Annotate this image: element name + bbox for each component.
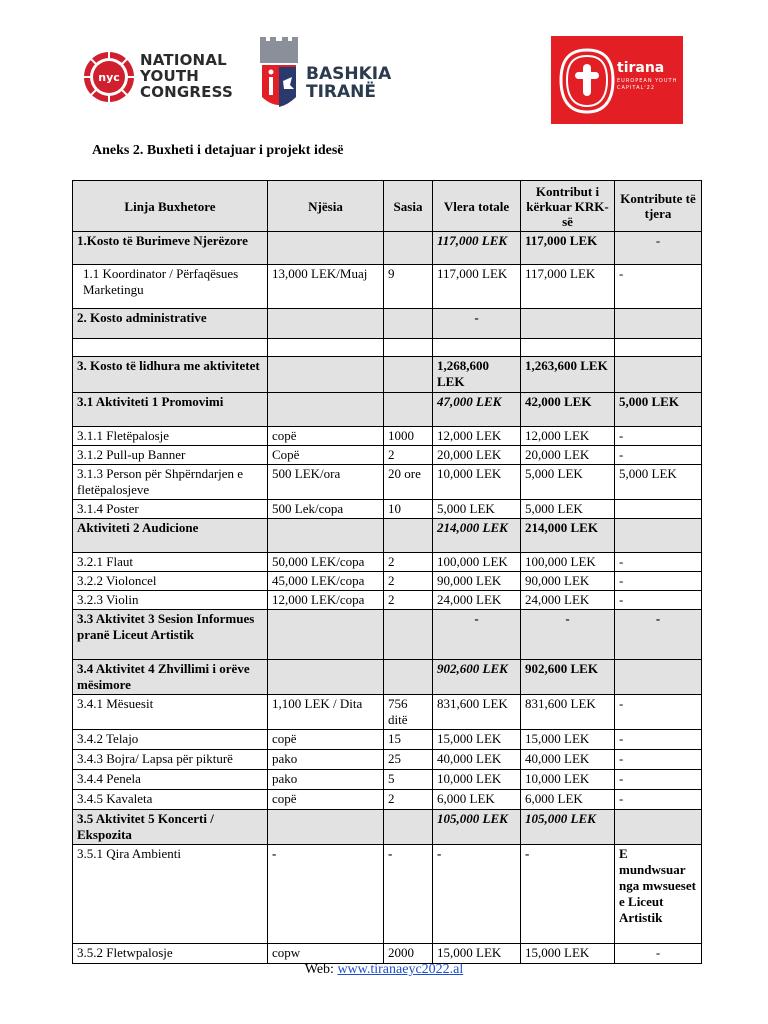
table-cell — [521, 339, 615, 357]
table-cell: 2 — [384, 446, 433, 465]
table-cell: 3.1.2 Pull-up Banner — [73, 446, 268, 465]
nyc-badge-text: nyc — [98, 71, 120, 84]
table-cell: 3.3 Aktivitet 3 Sesion Informues pranë Liceut Artistik — [73, 610, 268, 660]
table-cell: 117,000 LEK — [433, 265, 521, 309]
table-row — [73, 465, 702, 500]
table-cell: 105,000 LEK — [521, 810, 615, 845]
table-cell: 3.4.4 Penela — [73, 770, 268, 790]
bashkia-crest-icon — [256, 35, 302, 115]
table-cell: - — [433, 845, 521, 944]
table-cell: 117,000 LEK — [521, 232, 615, 265]
table-cell: 3.5.1 Qira Ambienti — [73, 845, 268, 944]
table-cell: 2. Kosto administrative — [73, 309, 268, 339]
table-cell: copë — [268, 427, 384, 446]
table-cell: 2000 — [384, 944, 433, 964]
nyc-emblem-icon — [82, 50, 136, 104]
table-section-row — [73, 357, 702, 393]
table-cell: copë — [268, 730, 384, 750]
table-cell: 3. Kosto të lidhura me aktivitetet — [73, 357, 268, 393]
tirana-t-mark-icon — [557, 46, 617, 116]
table-cell: 90,000 LEK — [433, 572, 521, 591]
table-cell: 50,000 LEK/copa — [268, 553, 384, 572]
table-cell — [73, 339, 268, 357]
table-cell: 20 ore — [384, 465, 433, 500]
table-section-row — [73, 393, 702, 427]
table-cell — [268, 393, 384, 427]
table-row — [73, 572, 702, 591]
table-cell: 3.2.2 Violoncel — [73, 572, 268, 591]
table-cell: - — [615, 790, 702, 810]
table-cell — [615, 309, 702, 339]
table-cell: 3.1.3 Person për Shpërndarjen e fletëpalosjeve — [73, 465, 268, 500]
website-link[interactable]: www.tiranaeyc2022.al — [337, 962, 464, 977]
table-cell — [521, 309, 615, 339]
header-logos — [0, 30, 768, 130]
table-cell — [268, 519, 384, 553]
table-row — [73, 553, 702, 572]
table-cell: 2 — [384, 790, 433, 810]
table-cell: 1000 — [384, 427, 433, 446]
table-cell: pako — [268, 770, 384, 790]
table-row — [73, 790, 702, 810]
table-cell: 500 Lek/copa — [268, 500, 384, 519]
table-cell: 831,600 LEK — [433, 695, 521, 730]
table-cell: 2 — [384, 572, 433, 591]
table-row — [73, 770, 702, 790]
table-row — [73, 845, 702, 944]
nyc-line-1: NATIONAL — [140, 51, 227, 69]
table-cell: 40,000 LEK — [433, 750, 521, 770]
table-cell: 105,000 LEK — [433, 810, 521, 845]
table-cell — [384, 232, 433, 265]
tirana-eyc-logo — [551, 36, 683, 124]
table-cell: 20,000 LEK — [521, 446, 615, 465]
table-cell: 756 ditë — [384, 695, 433, 730]
table-cell — [268, 357, 384, 393]
table-cell: 831,600 LEK — [521, 695, 615, 730]
table-cell: 117,000 LEK — [521, 265, 615, 309]
table-cell: 5,000 LEK — [615, 393, 702, 427]
table-cell: - — [615, 553, 702, 572]
column-header: Vlera totale — [433, 181, 521, 232]
table-cell: 2 — [384, 553, 433, 572]
table-cell — [384, 309, 433, 339]
table-cell: - — [615, 750, 702, 770]
table-cell: 1,268,600 LEK — [433, 357, 521, 393]
table-cell: 3.5.2 Fletwpalosje — [73, 944, 268, 964]
column-header: Sasia — [384, 181, 433, 232]
page-heading: Aneks 2. Buxheti i detajuar i projekt idesë — [92, 143, 344, 158]
bashkia-tirane-logo — [256, 35, 396, 115]
table-cell: - — [615, 944, 702, 964]
table-cell: - — [268, 845, 384, 944]
table-cell: 15,000 LEK — [521, 944, 615, 964]
table-cell: 3.5 Aktivitet 5 Koncerti / Ekspozita — [73, 810, 268, 845]
table-cell: - — [615, 695, 702, 730]
table-cell: 3.4.1 Mësuesit — [73, 695, 268, 730]
table-cell: - — [615, 446, 702, 465]
table-row — [73, 339, 702, 357]
budget-table — [72, 180, 702, 964]
table-cell: 10 — [384, 500, 433, 519]
column-header: Kontribute të tjera — [615, 181, 702, 232]
table-cell: 500 LEK/ora — [268, 465, 384, 500]
table-section-row — [73, 309, 702, 339]
table-cell: 15 — [384, 730, 433, 750]
table-cell: 100,000 LEK — [521, 553, 615, 572]
table-cell: - — [384, 845, 433, 944]
table-cell — [268, 660, 384, 695]
nyc-line-2: YOUTH — [140, 67, 200, 85]
table-cell: 47,000 LEK — [433, 393, 521, 427]
table-header-row — [73, 181, 702, 232]
table-cell — [615, 500, 702, 519]
column-header: Linja Buxhetore — [73, 181, 268, 232]
table-cell: copw — [268, 944, 384, 964]
table-section-row — [73, 660, 702, 695]
table-cell — [384, 610, 433, 660]
national-youth-congress-logo — [82, 48, 242, 108]
table-cell: 3.1.4 Poster — [73, 500, 268, 519]
table-cell: 1,100 LEK / Dita — [268, 695, 384, 730]
table-cell: 40,000 LEK — [521, 750, 615, 770]
table-cell — [615, 357, 702, 393]
table-cell: 12,000 LEK — [521, 427, 615, 446]
table-cell: 10,000 LEK — [433, 465, 521, 500]
bashkia-wordmark — [306, 65, 391, 101]
table-cell: - — [615, 232, 702, 265]
table-cell — [615, 660, 702, 695]
table-cell: 5,000 LEK — [615, 465, 702, 500]
table-cell: - — [615, 730, 702, 750]
table-row — [73, 750, 702, 770]
table-cell: - — [615, 427, 702, 446]
table-cell: 3.2.3 Violin — [73, 591, 268, 610]
table-cell: - — [521, 845, 615, 944]
table-cell: 25 — [384, 750, 433, 770]
table-section-row — [73, 232, 702, 265]
table-cell: 10,000 LEK — [433, 770, 521, 790]
table-cell: 9 — [384, 265, 433, 309]
table-cell: 2 — [384, 591, 433, 610]
table-cell: 3.2.1 Flaut — [73, 553, 268, 572]
table-cell: 5 — [384, 770, 433, 790]
table-cell: - — [433, 610, 521, 660]
table-cell: copë — [268, 790, 384, 810]
table-cell: 15,000 LEK — [433, 730, 521, 750]
table-cell: 12,000 LEK/copa — [268, 591, 384, 610]
table-cell — [384, 519, 433, 553]
table-body — [73, 232, 702, 964]
column-header: Njësia — [268, 181, 384, 232]
table-cell: 100,000 LEK — [433, 553, 521, 572]
table-cell: 902,600 LEK — [433, 660, 521, 695]
table-cell: 10,000 LEK — [521, 770, 615, 790]
table-cell — [384, 339, 433, 357]
table-cell: 902,600 LEK — [521, 660, 615, 695]
table-section-row — [73, 519, 702, 553]
table-cell: - — [615, 610, 702, 660]
table-cell: 6,000 LEK — [521, 790, 615, 810]
table-row — [73, 695, 702, 730]
bashkia-line-2: TIRANË — [306, 82, 377, 102]
table-cell — [433, 339, 521, 357]
table-cell: 3.4 Aktivitet 4 Zhvillimi i orëve mësimore — [73, 660, 268, 695]
table-cell: 6,000 LEK — [433, 790, 521, 810]
table-cell: - — [521, 610, 615, 660]
table-cell: - — [615, 265, 702, 309]
table-cell: E mundwsuar nga mwsueset e Liceut Artistik — [615, 845, 702, 944]
table-section-row — [73, 810, 702, 845]
table-cell: - — [433, 309, 521, 339]
table-cell: 90,000 LEK — [521, 572, 615, 591]
table-cell: 5,000 LEK — [433, 500, 521, 519]
table-cell — [268, 810, 384, 845]
table-row — [73, 730, 702, 750]
table-cell — [615, 339, 702, 357]
table-cell: 1.1 Koordinator / Përfaqësues Marketingu — [73, 265, 268, 309]
table-cell: 3.1.1 Fletëpalosje — [73, 427, 268, 446]
table-section-row — [73, 610, 702, 660]
table-cell: Copë — [268, 446, 384, 465]
table-cell: Aktiviteti 2 Audicione — [73, 519, 268, 553]
table-cell: 15,000 LEK — [433, 944, 521, 964]
table-cell — [384, 357, 433, 393]
table-cell: 42,000 LEK — [521, 393, 615, 427]
table-cell: 3.4.3 Bojra/ Lapsa për pikturë — [73, 750, 268, 770]
table-cell — [384, 393, 433, 427]
tirana-subtitle: EUROPEAN YOUTH CAPITAL'22 — [617, 78, 678, 91]
table-cell: 15,000 LEK — [521, 730, 615, 750]
table-row — [73, 944, 702, 964]
table-cell: pako — [268, 750, 384, 770]
table-cell: - — [615, 591, 702, 610]
footer-label: Web: — [304, 962, 338, 977]
table-cell: 1,263,600 LEK — [521, 357, 615, 393]
table-cell — [268, 309, 384, 339]
table-row — [73, 591, 702, 610]
table-row — [73, 427, 702, 446]
table-cell: - — [615, 770, 702, 790]
table-cell: 3.1 Aktiviteti 1 Promovimi — [73, 393, 268, 427]
table-cell — [268, 339, 384, 357]
table-cell — [268, 610, 384, 660]
table-cell: 20,000 LEK — [433, 446, 521, 465]
table-cell: 3.4.5 Kavaleta — [73, 790, 268, 810]
table-cell: 117,000 LEK — [433, 232, 521, 265]
nyc-line-3: CONGRESS — [140, 83, 233, 101]
table-cell: 13,000 LEK/Muaj — [268, 265, 384, 309]
table-cell — [268, 232, 384, 265]
bashkia-line-1: BASHKIA — [306, 64, 392, 84]
column-header: Kontribut i kërkuar KRK-së — [521, 181, 615, 232]
table-cell: 24,000 LEK — [521, 591, 615, 610]
table-cell: 214,000 LEK — [433, 519, 521, 553]
table-cell: 5,000 LEK — [521, 465, 615, 500]
footer — [0, 962, 768, 978]
table-cell — [615, 810, 702, 845]
table-cell — [384, 810, 433, 845]
tirana-wordmark: tirana — [617, 60, 665, 76]
table-cell: 214,000 LEK — [521, 519, 615, 553]
table-cell: 45,000 LEK/copa — [268, 572, 384, 591]
table-row — [73, 500, 702, 519]
table-cell: 3.4.2 Telajo — [73, 730, 268, 750]
table-cell: 12,000 LEK — [433, 427, 521, 446]
nyc-wordmark — [140, 52, 233, 100]
table-cell: 5,000 LEK — [521, 500, 615, 519]
table-cell: - — [615, 572, 702, 591]
table-cell — [615, 519, 702, 553]
table-row — [73, 265, 702, 309]
table-cell: 1.Kosto të Burimeve Njerëzore — [73, 232, 268, 265]
table-row — [73, 446, 702, 465]
table-cell: 24,000 LEK — [433, 591, 521, 610]
table-cell — [384, 660, 433, 695]
